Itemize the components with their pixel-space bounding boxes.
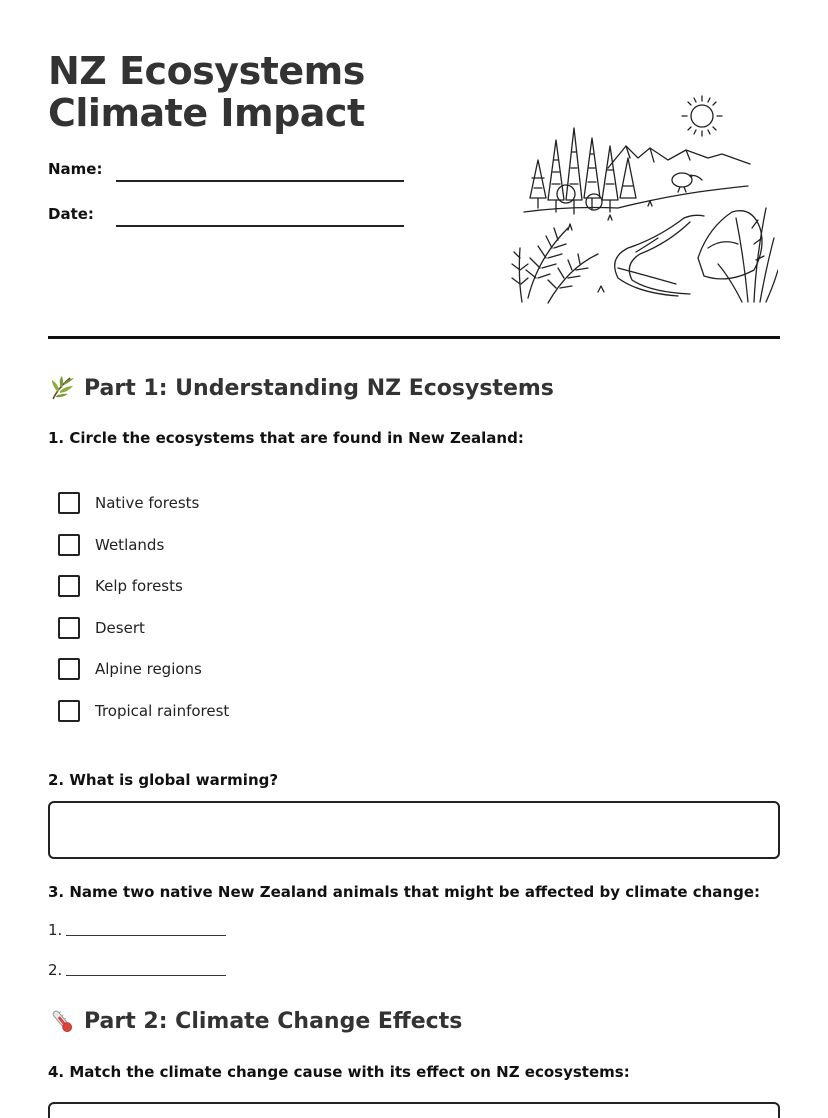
date-field[interactable]	[116, 225, 404, 227]
sun-icon	[682, 96, 722, 136]
checkbox[interactable]	[58, 617, 80, 639]
checkbox[interactable]	[58, 658, 80, 680]
option-label: Wetlands	[95, 536, 165, 554]
option-desert[interactable]	[58, 617, 145, 639]
flax-plant-icon	[718, 208, 778, 302]
rock-icon	[698, 211, 762, 279]
question-3: 3. Name two native New Zealand animals that might be affected by climate change:	[48, 883, 760, 901]
option-tropical-rainforest[interactable]	[58, 700, 229, 722]
option-kelp-forests[interactable]	[58, 575, 183, 597]
option-native-forests[interactable]	[58, 492, 199, 514]
animal-answer-1[interactable]	[48, 921, 226, 939]
checkbox[interactable]	[58, 700, 80, 722]
question-4: 4. Match the climate change cause with its effect on NZ ecosystems:	[48, 1063, 630, 1081]
thermometer-icon	[48, 1007, 76, 1035]
matching-box[interactable]	[48, 1102, 780, 1118]
part2-heading-text: Part 2: Climate Change Effects	[84, 1008, 463, 1034]
option-wetlands[interactable]	[58, 534, 164, 556]
blank-number: 2.	[48, 961, 63, 979]
option-label: Alpine regions	[95, 660, 202, 678]
tree-group	[530, 128, 636, 214]
option-alpine-regions[interactable]	[58, 658, 202, 680]
section-divider	[48, 336, 780, 339]
checkbox[interactable]	[58, 575, 80, 597]
option-label: Native forests	[95, 494, 200, 512]
question-2: 2. What is global warming?	[48, 771, 279, 789]
leaf-icon	[48, 374, 76, 402]
landscape-illustration	[508, 88, 778, 310]
name-field[interactable]	[116, 180, 404, 182]
part1-heading-text: Part 1: Understanding NZ Ecosystems	[84, 375, 554, 401]
answer-underline[interactable]	[66, 975, 226, 976]
part1-heading	[48, 374, 554, 402]
global-warming-answer-box[interactable]	[48, 801, 780, 859]
option-label: Tropical rainforest	[95, 702, 230, 720]
checkbox[interactable]	[58, 534, 80, 556]
name-label: Name:	[48, 160, 103, 178]
question-1: 1. Circle the ecosystems that are found in New Zealand:	[48, 429, 524, 447]
river-icon	[615, 215, 704, 296]
checkbox[interactable]	[58, 492, 80, 514]
animal-answer-2[interactable]	[48, 961, 226, 979]
option-label: Kelp forests	[95, 577, 183, 595]
option-label: Desert	[95, 619, 145, 637]
part2-heading	[48, 1007, 462, 1035]
blank-number: 1.	[48, 921, 63, 939]
answer-underline[interactable]	[66, 935, 226, 936]
date-label: Date:	[48, 205, 94, 223]
kiwi-bird-icon	[672, 173, 702, 192]
page-title: NZ Ecosystems Climate Impact	[48, 49, 365, 135]
fern-icon	[512, 228, 598, 303]
